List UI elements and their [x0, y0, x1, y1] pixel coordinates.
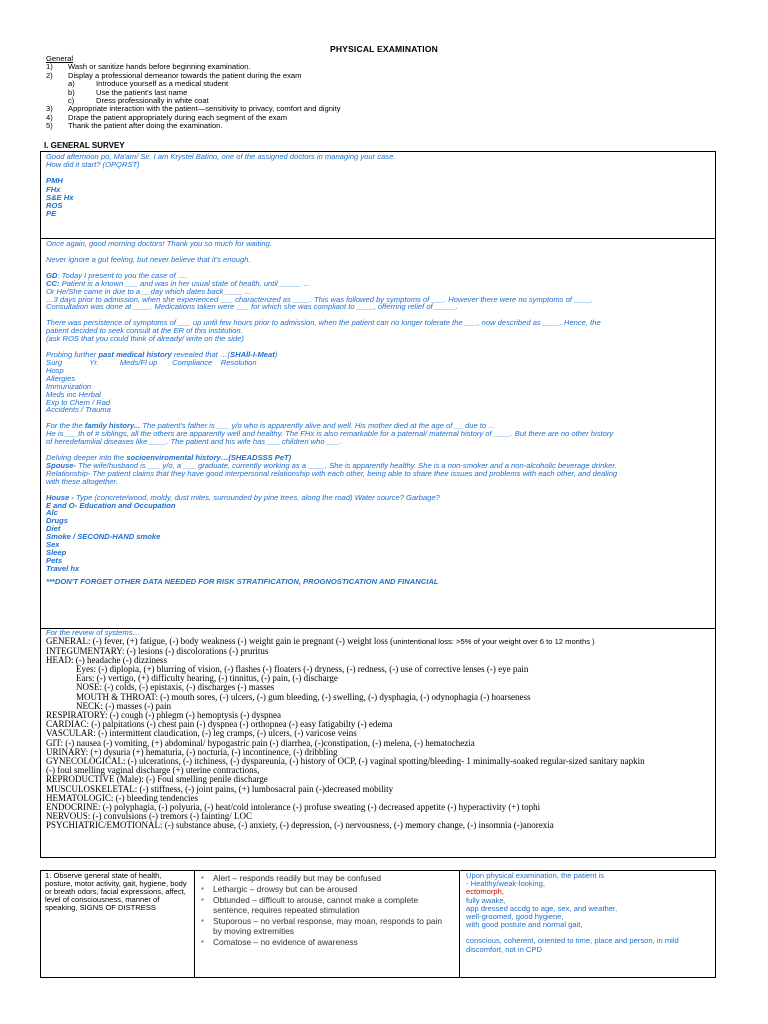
document-title: PHYSICAL EXAMINATION — [329, 44, 439, 54]
history-checklist — [46, 177, 710, 218]
loc-item-text: Lethargic – drowsy but can be aroused — [213, 884, 358, 894]
general-item-number: 1) — [46, 62, 53, 72]
ros-line-text: ENDOCRINE: (-) polyphagia, (-) polyuria, (-) heat/cold intolerance (-) profuse sweating (-) decreased appetite (-) hyperactivity (+) tophi — [46, 802, 541, 813]
bullet-icon: ▪ — [201, 884, 204, 893]
bullet-icon: ▪ — [201, 873, 204, 882]
social-history-item: Sleep — [46, 548, 67, 557]
ros-line-text: GENERAL: (-) fever, (+) fatigue, (-) body weakness (-) weight gain ie pregnant (-) weight loss ( — [46, 636, 394, 647]
loc-item — [201, 895, 453, 915]
social-history-item: Pets — [46, 555, 63, 565]
gd-line: GD: Today I present to you the case of …. — [46, 270, 188, 280]
bullet-icon: ▪ — [201, 937, 204, 946]
loc-item — [201, 916, 453, 936]
ros-line-text: GIT: (-) nausea (-) vomiting, (+) abdominal/ hypogastric pain (-) diarrhea, (-)constipation, (-) melena, (-) hematochezia — [46, 737, 475, 748]
social-history-intro: Delving deeper into the socioenviromental history…(SHEADSSS PeT) — [46, 453, 292, 463]
ros-line-text: MUSCULOSKELETAL: (-) stiffness, (-) joint pains, (+) lumbosacral pain (-)decreased mobility — [46, 783, 394, 794]
finding-item: well-groomed, good hygiene, — [466, 912, 564, 922]
loc-item-text: Obtunded – difficult to arouse, cannot make a complete sentence, requires repeated stimulation — [213, 895, 419, 915]
loc-item-text: Alert – responds readily but may be confused — [213, 873, 382, 883]
ros-line-text: HEAD: (-) headache (-) dizziness — [46, 654, 167, 665]
ros-line-text: INTEGUMENTARY: (-) lesions (-) discolorations (-) pruritus — [46, 645, 269, 656]
social-history-item: Travel hx — [46, 563, 80, 573]
opening-text: Once again, good morning doctors! Thank you so much for waiting. — [46, 239, 272, 248]
observation-cell: 1. Observe general state of health, posture, motor activity, gait, hygiene, body or breath odors, facial expressions, affect, level of consciousness, manner of speaking, SIGNS OF DISTRESS — [41, 871, 195, 977]
ros-line-text: REPRODUCTIVE (Male): (-) Foul smelling penile discharge — [46, 774, 268, 785]
general-item-number: 2) — [46, 70, 53, 80]
family-history-line: For the the family history... The patient's father is ___ y/o who is apparently alive and well. His mother died at the age of __ due to … — [46, 421, 496, 431]
history-checklist-item: PMH — [46, 176, 63, 186]
general-item-text: Thank the patient after doing the examination. — [68, 121, 223, 131]
ros-line-text: PSYCHIATRIC/EMOTIONAL: (-) substance abuse, (-) anxiety, (-) depression, (-) nervousness, (-) memory change, (-) insomnia (-)anorexia — [46, 820, 554, 831]
general-item-text: Display a professional demeanor towards the patient during the exam — [68, 70, 302, 80]
ros-list — [46, 637, 710, 830]
pmh-item: Allergies — [46, 373, 76, 383]
persist-line: There was persistence of symptoms of ___ up until few hours prior to admission, when the patient can no longer tolerate the ___, now described as ____. Hence, the — [46, 318, 601, 328]
house-line: House - Type (concrete/wood, moldy, dust mites, surrounded by pine trees, along the road) Water source? Garbage? — [46, 492, 440, 502]
general-item-number: a) — [68, 79, 75, 89]
general-survey-title: I. GENERAL SURVEY — [44, 141, 125, 150]
loc-item — [201, 884, 453, 894]
ros-line-text: URINARY: (+) dysuria (+) hematuria, (-) nocturia, (-) incontinence, (-) dribbling — [46, 746, 338, 757]
general-item-number: 3) — [46, 104, 53, 114]
ask-ros-line: (ask ROS that you could think of already/ write on the side) — [46, 334, 244, 344]
loc-item — [201, 937, 453, 947]
finding-item: ectomorph, — [466, 887, 504, 897]
ros-line-text: NOSE: (-) colds, (-) epistaxis, (-) discharges (-) masses — [76, 682, 275, 693]
risk-warning: ***DON'T FORGET OTHER DATA NEEDED FOR RISK STRATIFICATION, PROGNOSTICATION AND FINANCIAL — [46, 576, 439, 586]
general-item-text: Appropriate interaction with the patient—sensitivity to privacy, comfort and dignity — [68, 104, 341, 114]
findings-intro: Upon physical examination, the patient is — [466, 871, 605, 880]
gut-feeling-text: Never ignore a gut feeling, but never believe that it's enough. — [46, 254, 251, 264]
social-history-item: Sex — [46, 540, 60, 550]
history-checklist-item: S&E Hx — [46, 192, 74, 202]
ros-line — [46, 821, 710, 830]
ros-line-text: NERVOUS: (-) convulsions (-) tremors (-) fainting/ LOC — [46, 811, 252, 822]
ros-intro: For the review of systems… — [46, 628, 141, 637]
social-history-item: E and O- Education and Occupation — [46, 500, 176, 510]
general-item-text: Introduce yourself as a medical student — [96, 79, 229, 89]
pmh-columns: Surg Yr. Meds/Fl up Compliance Resolution — [46, 357, 257, 367]
loc-item — [201, 873, 453, 883]
finding-item: with good posture and normal gait, — [466, 920, 583, 930]
ros-line-text: HEMATOLOGIC: (-) bleeding tendencies — [46, 792, 199, 803]
spouse-line: Spouse- The wife/husband is ___ y/o, a ___ graduate, currently working as a ____. She is apparently healthy. She is a non-smoker and a non-alcoholic beverage drinker. — [46, 460, 617, 470]
social-history-item: Diet — [46, 524, 61, 534]
ros-line-text: CARDIAC: (-) palpitations (-) chest pain (-) dyspnea (-) orthopnea (-) easy fatigabilty (-) edema — [46, 719, 393, 730]
general-item-number: b) — [68, 87, 75, 97]
ros-line-text: Ears: (-) vertigo, (+) difficulty hearing, (-) tinnitus, (-) pain, (-) discharge — [76, 673, 338, 684]
review-of-systems-box — [40, 628, 716, 858]
ros-line-text: RESPIRATORY: (-) cough (-) phlegm (-) hemoptysis (-) dyspnea — [46, 710, 281, 721]
pmh-item: Exp to Chem / Rad — [46, 397, 111, 407]
findings-cell — [460, 871, 715, 977]
pmh-item: Immunization — [46, 381, 92, 391]
consciousness-finding: conscious, coherent, oriented to time, place and person, in mild discomfort, not in CPD — [466, 936, 679, 954]
ros-line-text: Eyes: (-) diplopia, (+) blurring of vision, (-) flashes (-) floaters (-) dryness, (-) redness, (-) use of corrective lenses (-) eye pain — [76, 664, 529, 675]
bullet-icon: ▪ — [201, 916, 204, 925]
greeting-text: Good afternoon po, Ma'am/ Sir. I am Krystel Batino, one of the assigned doctors in managing your case. — [46, 152, 396, 161]
family-history-line-3: of heredefamilial diseases like ____. The patient and his wife has ___ children who ___. — [46, 437, 342, 447]
general-heading: General — [46, 54, 74, 63]
general-item-number: 4) — [46, 112, 53, 122]
general-item — [46, 122, 546, 130]
pmh-list — [46, 367, 710, 414]
general-item-text: Wash or sanitize hands before beginning examination. — [68, 62, 251, 72]
opqrst-question: How did it start? (OPQRST) — [46, 160, 140, 170]
pmh-intro: Probing further past medical history revealed that …(SHAll-I-Meat) — [46, 350, 278, 360]
loc-item-text: Stuporous – no verbal response, may moan, responds to pain by moving extremities — [213, 916, 443, 936]
pmh-item: Accidents / Trauma — [46, 405, 111, 415]
persist-line-2: patient decided to seek consult at the ER of this institution. — [46, 326, 243, 336]
general-item-text: Drape the patient appropriately during each segment of the exam — [68, 112, 288, 122]
family-history-line-2: He is ___th of # siblings, all the others are apparently well and healthy. The FHx is also remarkable for a paternal/ maternal history of ____. But there are no other history — [46, 429, 614, 439]
ros-line-note: unintentional loss: >5% of your weight over 6 to 12 months ) — [393, 637, 595, 647]
social-history-item: Alc — [46, 508, 58, 518]
or-line: Or He/She came in due to a __day which dates back ____ … — [46, 286, 252, 296]
finding-item: - Healthy/weak-looking, — [466, 879, 545, 889]
history-checklist-item: ROS — [46, 201, 63, 211]
history-checklist-item: PE — [46, 209, 57, 219]
level-of-consciousness-cell — [195, 871, 460, 977]
cc-line: CC: Patient is a known ___ and was in her usual state of health, until _____ … — [46, 278, 311, 288]
finding-item: fully awake, — [466, 895, 506, 905]
intro-box — [40, 151, 716, 239]
case-presentation-box — [40, 238, 716, 628]
social-history-item: Smoke / SECOND-HAND smoke — [46, 532, 161, 542]
general-survey-table — [40, 870, 716, 978]
general-item-number: c) — [68, 96, 75, 106]
general-section — [46, 55, 546, 131]
ros-line-text: MOUTH & THROAT: (-) mouth sores, (-) ulcers, (-) gum bleeding, (-) swelling, (-) dysphagia, (-) odynophagia (-) hoarseness — [76, 691, 531, 702]
social-history-item: Drugs — [46, 516, 68, 526]
general-item-number: 5) — [46, 121, 53, 131]
loc-item-text: Comatose – no evidence of awareness — [213, 937, 358, 947]
findings-list — [466, 880, 709, 929]
ros-line-text: (-) foul smelling vaginal discharge (+) uterine contractions, — [46, 765, 260, 776]
general-item-text: Use the patient's last name — [96, 87, 188, 97]
relationship-line-2: with these altogether. — [46, 476, 118, 486]
ros-line-text: NECK: (-) masses (-) pain — [76, 700, 171, 711]
relationship-line: Relationship- The patient claims that they have good interpersonal relationship with each other, being able to share their issues and problems with each other, and dealing — [46, 468, 618, 478]
general-item-text: Dress professionally in white coat — [96, 96, 209, 106]
history-checklist-item: FHx — [46, 184, 61, 194]
ros-line-text: VASCULAR: (-) intermittent claudication, (-) leg cramps, (-) ulcers, (-) varicose veins — [46, 728, 357, 739]
finding-item: app dressed accdg to age, sex, and weather, — [466, 903, 618, 913]
pmh-item: Hosp — [46, 365, 64, 375]
social-history-list — [46, 502, 710, 573]
days-line: …3 days prior to admission, when she experienced ___ characterized as ____. This was followed by symptoms of ___. However there were no symptoms of ____. — [46, 294, 594, 304]
pmh-item: Meds inc Herbal — [46, 389, 101, 399]
bullet-icon: ▪ — [201, 895, 204, 904]
general-list — [46, 63, 546, 130]
consult-line: Consultation was done at ____. Medications taken were ___ for which she was compliant to ____, offerring relief of _____. — [46, 302, 458, 312]
ros-line-text: GYNECOLOGICAL: (-) ulcerations, (-) itchiness, (-) dyspareunia, (-) history of OCP, (-) vaginal spotting/bleeding- 1 minimally-soaked regular-sized sanitary napkin — [46, 756, 645, 767]
